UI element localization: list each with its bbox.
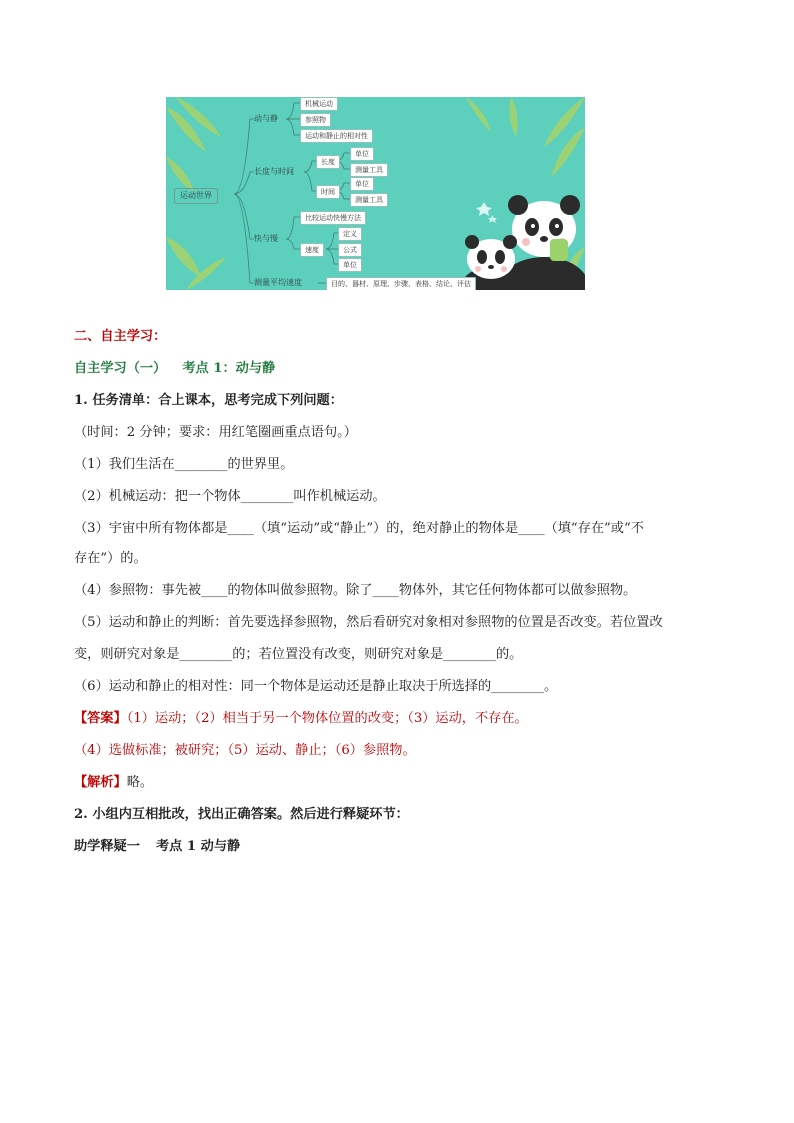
mindmap-branch-3: 快与慢: [254, 234, 278, 243]
task1-note: （时间：2 分钟；要求：用红笔圈画重点语句。）: [74, 425, 357, 440]
answer-line-1: [74, 710, 528, 728]
answer-text-1: （1）运动；（2）相当于另一个物体位置的改变；（3）运动，不存在。: [126, 711, 528, 726]
mindmap-node: 定义: [338, 227, 362, 241]
mindmap-node: 比较运动快慢方法: [300, 211, 366, 225]
answer-tag: 【答案】: [74, 711, 127, 726]
answer-line-2: （4）选做标准；被研究；（5）运动、静止；（6）参照物。: [74, 743, 416, 758]
mindmap-node: 单位: [350, 147, 374, 161]
mindmap-node: 测量工具: [350, 163, 388, 177]
mindmap-node: 速度: [300, 243, 324, 257]
mindmap-image: [166, 97, 585, 290]
panda-illustration: [461, 195, 585, 290]
task1-title: 1. 任务清单：合上课本，思考完成下列问题：: [74, 393, 343, 408]
help-right: 考点 1 动与静: [155, 839, 241, 854]
mindmap-node: 单位: [338, 258, 362, 272]
subsection-right: 考点 1：动与静: [182, 361, 276, 376]
question-2: （2）机械运动：把一个物体________叫作机械运动。: [74, 489, 386, 504]
help-heading: [74, 838, 240, 856]
question-6: （6）运动和静止的相对性：同一个物体是运动还是静止取决于所选择的________。: [74, 679, 558, 694]
analysis-line: [74, 774, 153, 792]
mindmap-branch-2: 长度与时间: [254, 167, 294, 176]
subsection-left: 自主学习（一）: [74, 361, 167, 376]
mindmap-branch-4: 测量平均速度: [254, 278, 302, 287]
mindmap-node: 测量工具: [350, 193, 388, 207]
help-left: 助学释疑一: [74, 839, 140, 854]
mindmap-node: 目的、器材、原理、步骤、表格、结论、评估: [326, 277, 476, 290]
analysis-tag: 【解析】: [74, 775, 127, 790]
analysis-text: 略。: [126, 775, 154, 790]
mindmap-node: 单位: [350, 177, 374, 191]
question-5-line-1: （5）运动和静止的判断：首先要选择参照物，然后看研究对象相对参照物的位置是否改变。若位置改: [74, 615, 663, 630]
subsection-heading: [74, 360, 275, 378]
question-3-line-2: 存在”）的。: [74, 551, 147, 566]
question-5-line-2: 变，则研究对象是________的；若位置没有改变，则研究对象是________的。: [74, 647, 523, 662]
section-title: 二、自主学习：: [74, 329, 167, 344]
mindmap-node: 机械运动: [300, 97, 338, 111]
mindmap-node: 运动和静止的相对性: [300, 129, 373, 143]
mindmap-node: 长度: [316, 155, 340, 169]
mindmap-branch-1: 动与静: [254, 114, 278, 123]
task2-title: 2. 小组内互相批改，找出正确答案。然后进行释疑环节：: [74, 807, 409, 822]
question-3-line-1: （3）宇宙中所有物体都是____（填“运动”或“静止”）的，绝对静止的物体是____（填“存在”或“不: [74, 521, 644, 536]
mindmap-node: 公式: [338, 243, 362, 257]
question-1: （1）我们生活在________的世界里。: [74, 457, 294, 472]
mindmap-node: 时间: [316, 185, 340, 199]
mindmap-root: 运动世界: [174, 188, 218, 204]
question-4: （4）参照物：事先被____的物体叫做参照物。除了____物体外，其它任何物体都可以做参照物。: [74, 583, 637, 598]
mindmap-node: 参照物: [300, 113, 331, 127]
